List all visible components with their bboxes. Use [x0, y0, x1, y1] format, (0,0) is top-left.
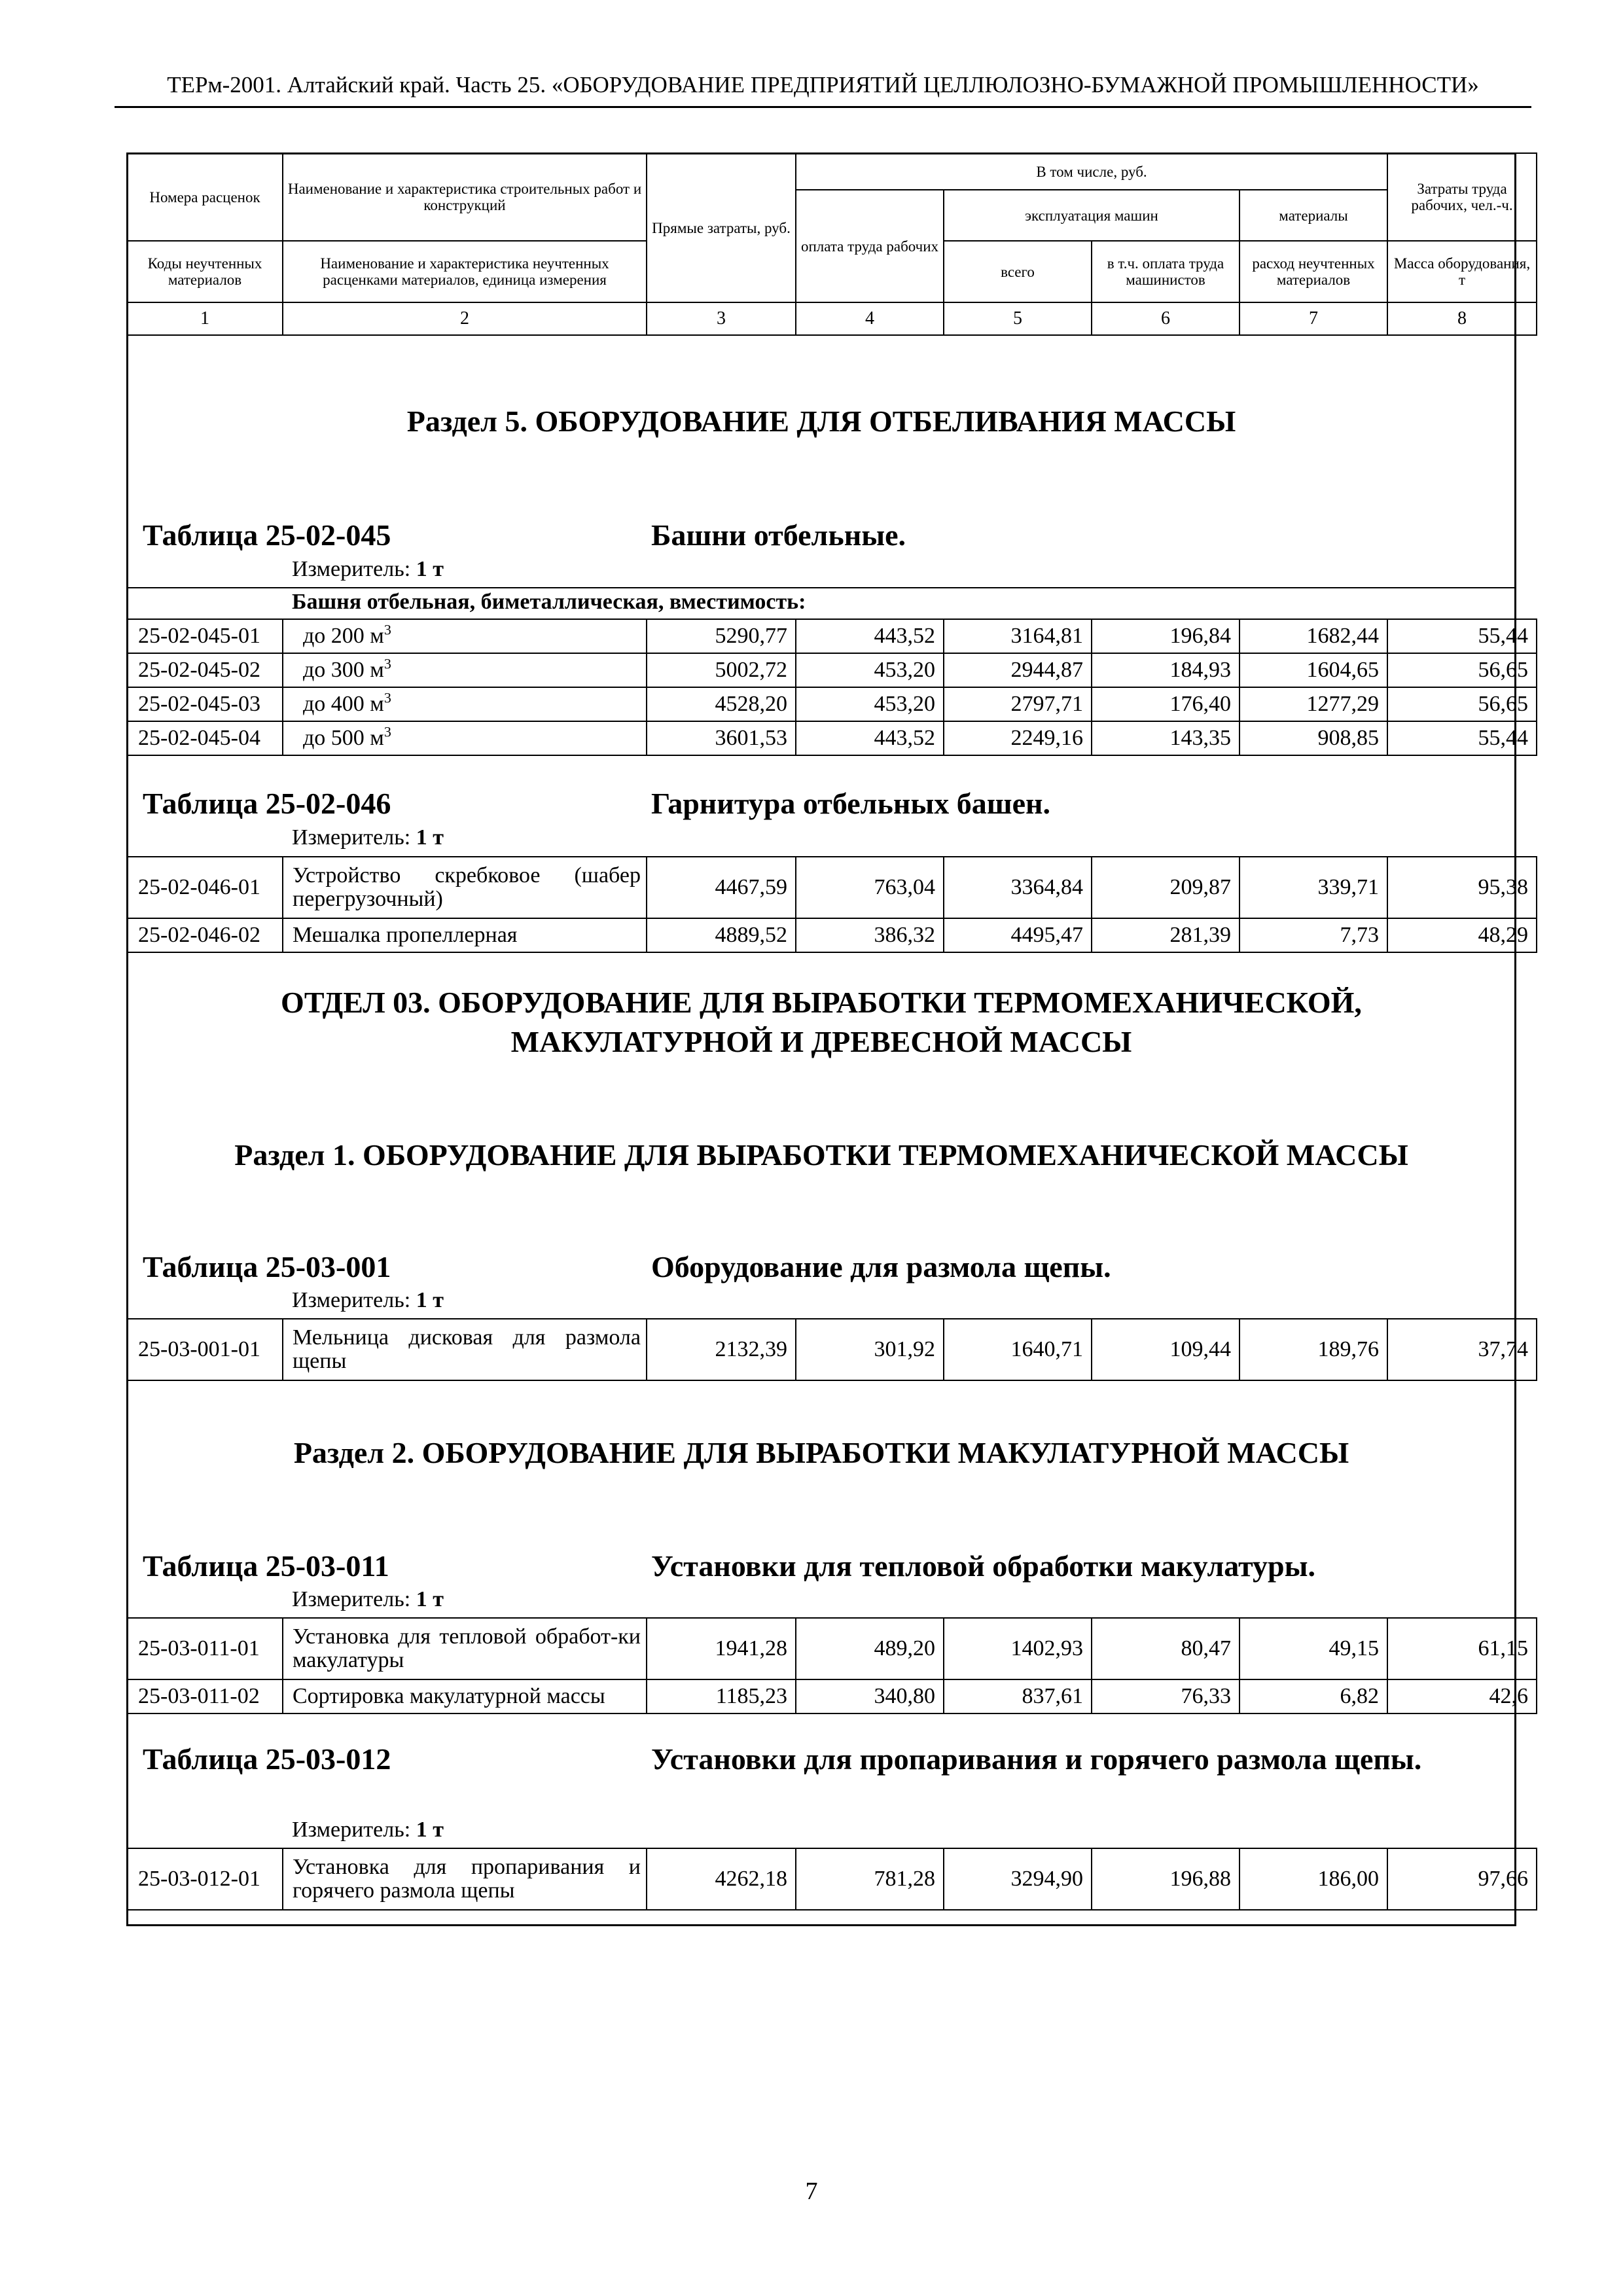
col-number: 2	[283, 302, 647, 335]
table-title: Башни отбельные.	[651, 518, 906, 552]
labor-mass: 95,38	[1387, 857, 1537, 918]
rate-code: 25-02-045-02	[127, 653, 283, 687]
column-header	[126, 152, 1537, 336]
hdr-direct-costs: Прямые затраты, руб.	[647, 153, 796, 302]
rate-name-text: до 300 м	[303, 658, 384, 682]
table-25-03-001	[126, 1318, 1537, 1381]
rate-name: Сортировка макулатурной массы	[283, 1679, 647, 1713]
col-number: 1	[127, 302, 283, 335]
hdr-material-consumption: расход неучтенных материалов	[1240, 241, 1387, 302]
machines-total: 3294,90	[944, 1848, 1092, 1910]
table-row	[127, 619, 1537, 653]
hdr-total: всего	[944, 241, 1092, 302]
direct-costs: 4467,59	[647, 857, 796, 918]
labor-mass: 55,44	[1387, 721, 1537, 755]
rate-name: Установка для тепловой обработ-ки макулатуры	[283, 1618, 647, 1679]
materials: 908,85	[1240, 721, 1387, 755]
worker-pay: 453,20	[796, 687, 944, 721]
labor-mass: 48,29	[1387, 918, 1537, 952]
rate-name	[283, 619, 647, 653]
operator-pay: 281,39	[1092, 918, 1240, 952]
row-divider	[126, 587, 1516, 588]
labor-mass: 97,66	[1387, 1848, 1537, 1910]
unit-of-measure	[292, 1587, 444, 1613]
table-number: Таблица 25-03-011	[143, 1549, 389, 1583]
table-title: Установки для тепловой обработки макулатуры.	[651, 1549, 1316, 1583]
worker-pay: 781,28	[796, 1848, 944, 1910]
operator-pay: 209,87	[1092, 857, 1240, 918]
machines-total: 837,61	[944, 1679, 1092, 1713]
machines-total: 2249,16	[944, 721, 1092, 755]
direct-costs: 1185,23	[647, 1679, 796, 1713]
rate-code: 25-03-012-01	[127, 1848, 283, 1910]
labor-mass: 42,6	[1387, 1679, 1537, 1713]
direct-costs: 5002,72	[647, 653, 796, 687]
hdr-work-name: Наименование и характеристика строительных работ и конструкций	[283, 153, 647, 241]
unit-value: 1 т	[416, 1587, 444, 1611]
rate-name-text: до 400 м	[303, 692, 384, 716]
rate-name	[283, 721, 647, 755]
operator-pay: 143,35	[1092, 721, 1240, 755]
materials: 339,71	[1240, 857, 1387, 918]
operator-pay: 80,47	[1092, 1618, 1240, 1679]
rate-name	[283, 653, 647, 687]
operator-pay: 196,88	[1092, 1848, 1240, 1910]
machines-total: 1402,93	[944, 1618, 1092, 1679]
rate-code: 25-02-045-04	[127, 721, 283, 755]
materials: 189,76	[1240, 1319, 1387, 1380]
hdr-operator-pay: в т.ч. оплата труда машинистов	[1092, 241, 1240, 302]
worker-pay: 386,32	[796, 918, 944, 952]
table-25-02-046	[126, 856, 1537, 953]
section-heading: Раздел 5. ОБОРУДОВАНИЕ ДЛЯ ОТБЕЛИВАНИЯ МАССЫ	[406, 404, 1236, 438]
table-row	[127, 1319, 1537, 1380]
page-number: 7	[805, 2178, 818, 2205]
table-25-03-011	[126, 1617, 1537, 1714]
worker-pay: 453,20	[796, 653, 944, 687]
col-number: 4	[796, 302, 944, 335]
operator-pay: 76,33	[1092, 1679, 1240, 1713]
machines-total: 3364,84	[944, 857, 1092, 918]
group-subheading: Башня отбельная, биметаллическая, вместимость:	[292, 590, 806, 614]
table-25-02-045	[126, 619, 1537, 756]
table-row	[127, 1618, 1537, 1679]
table-title: Гарнитура отбельных башен.	[651, 787, 1050, 820]
unit-label: Измеритель:	[292, 557, 411, 581]
operator-pay: 109,44	[1092, 1319, 1240, 1380]
labor-mass: 37,74	[1387, 1319, 1537, 1380]
hdr-worker-pay: оплата труда рабочих	[796, 190, 944, 302]
direct-costs: 2132,39	[647, 1319, 796, 1380]
rate-name: Мельница дисковая для размола щепы	[283, 1319, 647, 1380]
col-number: 7	[1240, 302, 1387, 335]
rate-name	[283, 687, 647, 721]
unit-of-measure	[292, 1287, 444, 1314]
table-number: Таблица 25-03-001	[143, 1250, 391, 1283]
table-row	[127, 653, 1537, 687]
rate-code: 25-02-046-02	[127, 918, 283, 952]
superscript: 3	[383, 723, 391, 740]
worker-pay: 763,04	[796, 857, 944, 918]
machines-total: 2797,71	[944, 687, 1092, 721]
unit-of-measure	[292, 825, 444, 851]
unit-of-measure	[292, 1817, 444, 1843]
hdr-labor-costs: Затраты труда рабочих, чел.-ч.	[1387, 153, 1537, 241]
hdr-material-names: Наименование и характеристика неучтенных расценками материалов, единица измерения	[283, 241, 647, 302]
rate-code: 25-02-045-01	[127, 619, 283, 653]
labor-mass: 61,15	[1387, 1618, 1537, 1679]
materials: 49,15	[1240, 1618, 1387, 1679]
department-heading-line: ОТДЕЛ 03. ОБОРУДОВАНИЕ ДЛЯ ВЫРАБОТКИ ТЕРМОМЕХАНИЧЕСКОЙ,	[281, 986, 1362, 1019]
materials: 6,82	[1240, 1679, 1387, 1713]
table-title: Оборудование для размола щепы.	[651, 1250, 1111, 1283]
col-number: 6	[1092, 302, 1240, 335]
direct-costs: 4528,20	[647, 687, 796, 721]
table-number: Таблица 25-03-012	[143, 1742, 391, 1776]
unit-value: 1 т	[416, 1288, 444, 1312]
hdr-including: В том числе, руб.	[796, 153, 1387, 190]
table-row	[127, 721, 1537, 755]
rate-name: Установка для пропаривания и горячего размола щепы	[283, 1848, 647, 1910]
materials: 186,00	[1240, 1848, 1387, 1910]
rate-name: Устройство скребковое (шабер перегрузочный)	[283, 857, 647, 918]
superscript: 3	[383, 689, 391, 706]
operator-pay: 196,84	[1092, 619, 1240, 653]
superscript: 3	[383, 655, 391, 672]
department-heading-line: МАКУЛАТУРНОЙ И ДРЕВЕСНОЙ МАССЫ	[510, 1025, 1132, 1058]
operator-pay: 176,40	[1092, 687, 1240, 721]
table-row	[127, 1679, 1537, 1713]
unit-label: Измеритель:	[292, 1818, 411, 1842]
labor-mass: 56,65	[1387, 687, 1537, 721]
table-title: Установки для пропаривания и горячего размола щепы.	[651, 1742, 1422, 1776]
rate-code: 25-02-046-01	[127, 857, 283, 918]
worker-pay: 340,80	[796, 1679, 944, 1713]
hdr-material-codes: Коды неучтенных материалов	[127, 241, 283, 302]
table-row	[127, 1848, 1537, 1910]
direct-costs: 3601,53	[647, 721, 796, 755]
hdr-equipment-mass: Масса оборудования, т	[1387, 241, 1537, 302]
superscript: 3	[383, 621, 391, 638]
direct-costs: 4262,18	[647, 1848, 796, 1910]
section-heading: Раздел 2. ОБОРУДОВАНИЕ ДЛЯ ВЫРАБОТКИ МАКУЛАТУРНОЙ МАССЫ	[293, 1436, 1349, 1469]
labor-mass: 56,65	[1387, 653, 1537, 687]
direct-costs: 5290,77	[647, 619, 796, 653]
header-rule	[115, 106, 1531, 108]
hdr-materials: материалы	[1240, 190, 1387, 241]
materials: 1277,29	[1240, 687, 1387, 721]
worker-pay: 443,52	[796, 619, 944, 653]
table-row	[127, 918, 1537, 952]
direct-costs: 4889,52	[647, 918, 796, 952]
operator-pay: 184,93	[1092, 653, 1240, 687]
rate-name-text: до 200 м	[303, 624, 384, 648]
hdr-rate-numbers: Номера расценок	[127, 153, 283, 241]
direct-costs: 1941,28	[647, 1618, 796, 1679]
rate-code: 25-03-001-01	[127, 1319, 283, 1380]
worker-pay: 443,52	[796, 721, 944, 755]
machines-total: 1640,71	[944, 1319, 1092, 1380]
table-row	[127, 687, 1537, 721]
machines-total: 2944,87	[944, 653, 1092, 687]
machines-total: 4495,47	[944, 918, 1092, 952]
unit-label: Измеритель:	[292, 825, 411, 850]
table-row	[127, 857, 1537, 918]
table-number: Таблица 25-02-046	[143, 787, 391, 820]
rate-name-text: до 500 м	[303, 726, 384, 750]
unit-label: Измеритель:	[292, 1587, 411, 1611]
materials: 1682,44	[1240, 619, 1387, 653]
col-number: 8	[1387, 302, 1537, 335]
machines-total: 3164,81	[944, 619, 1092, 653]
rate-name: Мешалка пропеллерная	[283, 918, 647, 952]
unit-value: 1 т	[416, 557, 444, 581]
materials: 7,73	[1240, 918, 1387, 952]
worker-pay: 301,92	[796, 1319, 944, 1380]
unit-label: Измеритель:	[292, 1288, 411, 1312]
table-25-03-012	[126, 1848, 1537, 1910]
col-number: 5	[944, 302, 1092, 335]
labor-mass: 55,44	[1387, 619, 1537, 653]
unit-of-measure	[292, 556, 444, 583]
rate-code: 25-03-011-01	[127, 1618, 283, 1679]
unit-value: 1 т	[416, 1818, 444, 1842]
col-number: 3	[647, 302, 796, 335]
rate-code: 25-02-045-03	[127, 687, 283, 721]
materials: 1604,65	[1240, 653, 1387, 687]
section-heading: Раздел 1. ОБОРУДОВАНИЕ ДЛЯ ВЫРАБОТКИ ТЕРМОМЕХАНИЧЕСКОЙ МАССЫ	[234, 1138, 1408, 1172]
hdr-machine-operation: эксплуатация машин	[944, 190, 1240, 241]
department-heading	[126, 983, 1516, 1062]
rate-code: 25-03-011-02	[127, 1679, 283, 1713]
running-head: ТЕРм-2001. Алтайский край. Часть 25. «ОБОРУДОВАНИЕ ПРЕДПРИЯТИЙ ЦЕЛЛЮЛОЗНО-БУМАЖНОЙ ПРОМЫШЛЕННОСТИ»	[167, 72, 1479, 98]
table-number: Таблица 25-02-045	[143, 518, 391, 552]
worker-pay: 489,20	[796, 1618, 944, 1679]
unit-value: 1 т	[416, 825, 444, 850]
